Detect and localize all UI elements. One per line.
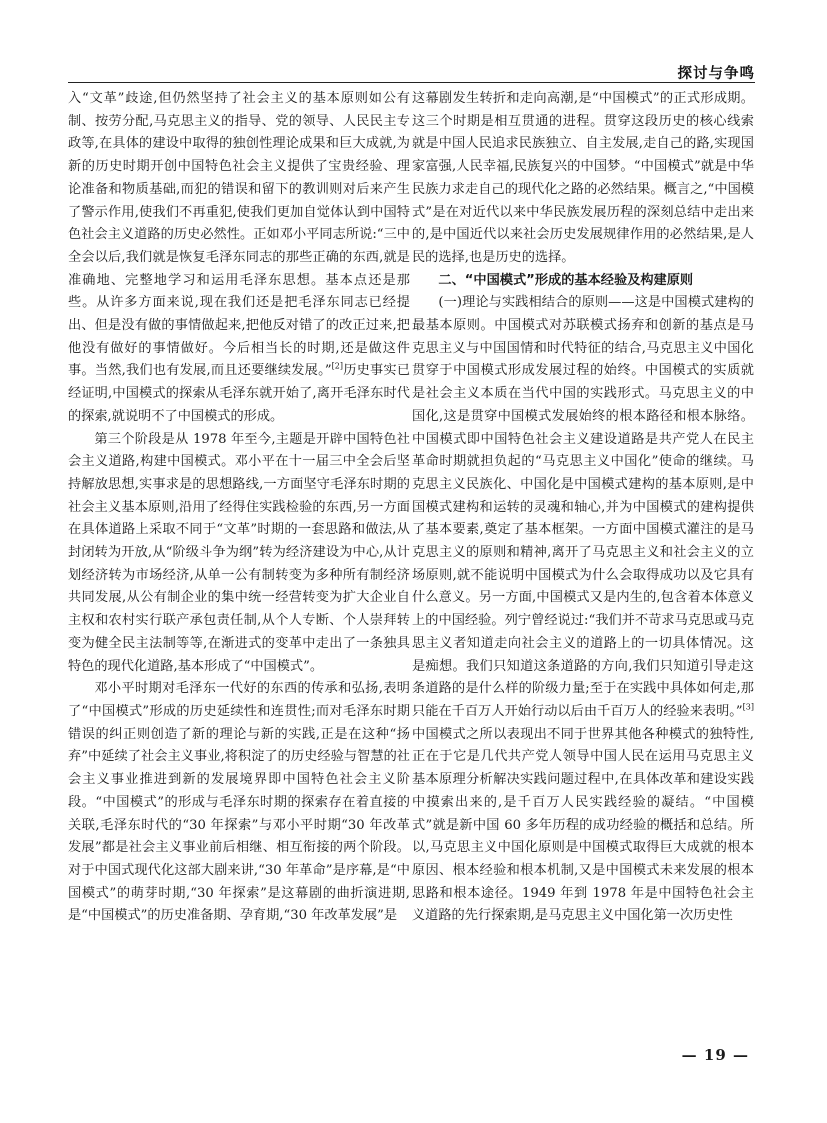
paragraph-text: (一)理论与实践相结合的原则——这是中国模式建构的最基本原则。中国模式对苏联模式扬弃和创新的基点是马克思主义与中国国情和时代特征的结合,马克思主义中国化贯穿于中国模式形成发展过程的始终。中国模式的实质就是社会主义本质在当代中国的实践形式。马克思主义的中国化,这是贯穿中国模式发展始终的根本路径和根本脉络。中国模式即中国特色社会主义建设道路是共产党人在民主革命时期就担负起的“马克思主义中国化”使命的继续。马克思主义民族化、中国化是中国模式建构的基本原则,是中国模式建构和运转的灵魂和轴心,并为中国模式的建构提供了基本要素,奠定了基本框架。一方面中国模式灌注的是马克思主义的原则和精神,离开了马克思主义和社会主义的立场原则,就不能说明中国模式为什么会取得成功以及它具有什么意义。另一方面,中国模式又是内生的,包含着本体意义上的中国经验。列宁曾经说过:“我们并不苛求马克思或马克思主义者知道走向社会主义的道路上的一切具体情况。这是痴想。我们只知道这条道路的方向,我们只知道引导走这条道路的是什么样的阶级力量;至于在实践中具体如何走,那只能在千百万人开始行动以后由千百万人的经验来表明。” xyxy=(412,295,754,719)
section-tag: 探讨与争鸣 xyxy=(677,66,755,82)
citation-ref: [2] xyxy=(331,362,343,372)
page-number: — 19 — xyxy=(681,1046,749,1064)
citation-ref: [3] xyxy=(742,702,754,712)
section-heading: 二、“中国模式”形成的基本经验及构建原则 xyxy=(438,272,694,288)
paragraph: 第三个阶段是从 1978 年至今,主题是开辟中国特色社会主义道路,构建中国模式。邓小平在十一届三中全会后坚持解放思想,实事求是的思想路线,一方面坚守毛泽东时期的社会主义基本原则,沿用了经得住实践检验的东西,另一方面在具体道路上采取不同于“文革”时期的一套思路和做法,从封闭转为开放,从“阶级斗争为纲”转为经济建设为中心,从计划经济转为市场经济,从单一公有制转变为多种所有制经济共同发展,从公有制企业的集中统一经营转变为扩大企业自主权和农村实行联产承包责任制,从个人专断、个人崇拜转变为健全民主法制等等,在渐进式的变革中走出了一条独具特色的现代化道路,基本形成了“中国模式”。 xyxy=(68,431,410,674)
paragraph: 这幕剧发生转折和走向高潮,是“中国模式”的正式形成期。这三个时期是相互贯通的进程。贯穿这段历史的核心线索就是中国人民追求民族独立、自主发展,走自己的路,实现国家富强,人民幸福,民族复兴的中国梦。“中国模式”就是中华民族力求走自己的现代化之路的必然结果。概言之,“中国模式”是在对近代以来中华民族发展历程的深刻总结中走出来的,是中国近代以来社会历史发展规律作用的必然结果,是人民的选择,也是历史的选择。 xyxy=(412,91,754,265)
paragraph-text: 历史事实已经证明,中国模式的探索从毛泽东就开始了,离开毛泽东时代的探索,就说明不了中国模式的形成。 xyxy=(68,363,411,424)
paragraph-text: 入“文革”歧途,但仍然坚持了社会主义的基本原则如公有制、按劳分配,马克思主义的指导、党的领导、人民民主专政等,在具体的建设中取得的独创性理论成果和巨大成就,为新的历史时期开创中国特色社会主义提供了宝贵经验、理论准备和物质基础,而犯的错误和留下的教训则对后来产生了警示作用,使我们不再重犯,使我们更加自觉体认到中国特色社会主义道路的历史必然性。正如邓小平同志所说:“三中全会以后,我们就是恢复毛泽东同志的那些正确的东西,就是准确地、完整地学习和运用毛泽东思想。基本点还是那些。从许多方面来说,现在我们还是把毛泽东同志已经提出、但是没有做的事情做起来,把他反对错了的改正过来,把他没有做好的事情做好。今后相当长的时期,还是做这件事。当然,我们也有发展,而且还要继续发展。” xyxy=(68,91,410,379)
left-column xyxy=(68,88,410,928)
paragraph-text: 中国模式之所以表现出不同于世界其他各种模式的独特性,正在于它是几代共产党人领导中国人民在运用马克思主义基本原理分析解决实践问题过程中,在具体改革和建设实践中摸索出来的,是千百万人民实践经验的凝结。“中国模式”就是新中国 60 多年历程的成功经验的概括和总结。所以,马克思主义中国化原则是中国模式取得巨大成就的根本原因、根本经验和根本机制,又是中国模式未来发展的根本思路和根本途径。1949 年到 1978 年是中国特色社会主义道路的先行探索期,是马克思主义中国化第一次历史性 xyxy=(412,726,754,924)
paragraph: 邓小平时期对毛泽东一代好的东西的传承和弘扬,表明了“中国模式”形成的历史延续性和连贯性;而对毛泽东时期错误的纠正则创造了新的理论与新的实践,正是在这种“扬弃”中延续了社会主义事业,将积淀了的历史经验与智慧的社会主义事业推进到新的发展境界即中国特色社会主义阶段。“中国模式”的形成与毛泽东时期的探索存在着直接的关联,毛泽东时代的“30 年探索”与邓小平时期“30 年改革发展”都是社会主义事业前后相继、相互衔接的两个阶段。对于中国式现代化这部大剧来讲,“30 年革命”是序幕,是“中国模式”的萌芽时期,“30 年探索”是这幕剧的曲折演进期,是“中国模式”的历史准备期、孕育期,“30 年改革发展”是 xyxy=(68,681,410,924)
paragraph xyxy=(412,292,754,928)
right-column xyxy=(412,88,754,928)
header-rule xyxy=(68,82,755,83)
paragraph xyxy=(68,88,410,429)
